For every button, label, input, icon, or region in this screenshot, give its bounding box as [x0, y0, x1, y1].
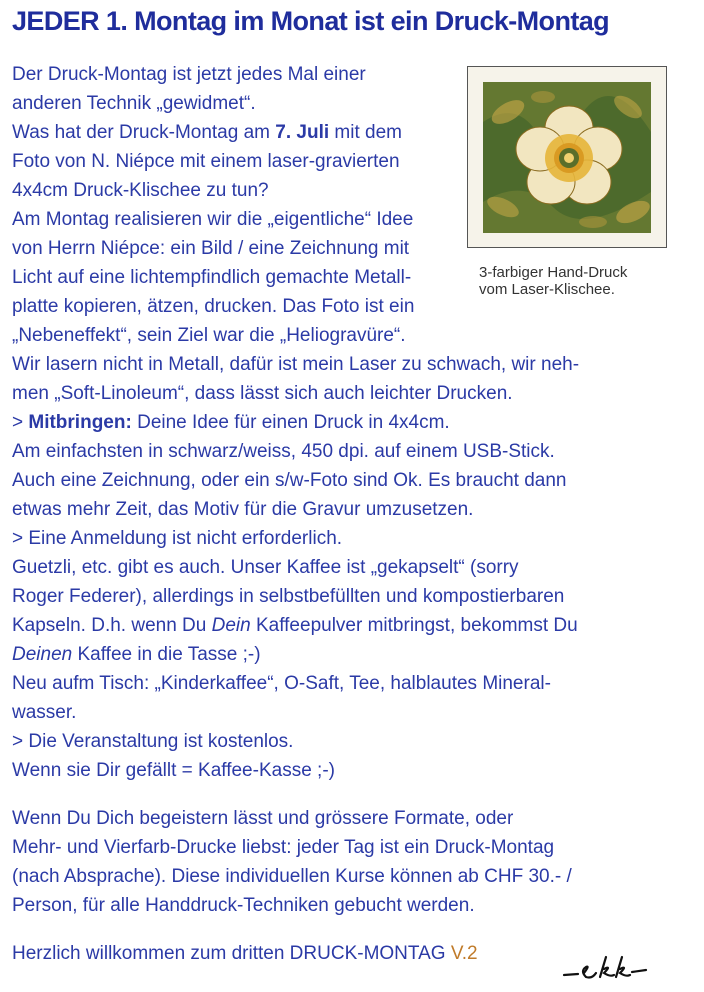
- closing-line: [12, 943, 478, 965]
- body-line: Foto von N. Niépce mit einem laser-gravierten: [12, 151, 400, 172]
- body-line: > Eine Anmeldung ist nicht erforderlich.: [12, 528, 343, 549]
- text-span: Herzlich willkommen zum dritten DRUCK-MONTAG: [12, 943, 451, 964]
- body-line: men „Soft-Linoleum“, dass lässt sich auch leichter Drucken.: [12, 383, 513, 404]
- text-span: Was hat der Druck-Montag am: [12, 122, 276, 143]
- body-line: Roger Federer), allerdings in selbstbefüllten und kompostierbaren: [12, 586, 565, 607]
- body-line: Guetzli, etc. gibt es auch. Unser Kaffee ist „gekapselt“ (sorry: [12, 557, 519, 578]
- body-line: wasser.: [12, 702, 77, 723]
- body-line: Am einfachsten in schwarz/weiss, 450 dpi. auf einem USB-Stick.: [12, 441, 555, 462]
- print-image: [467, 66, 667, 248]
- text-span: Deine Idee für einen Druck in 4x4cm.: [131, 412, 450, 433]
- body-line: [12, 122, 402, 144]
- body-line: [12, 644, 261, 666]
- version-label: V.2: [450, 943, 478, 964]
- body-line: Mehr- und Vierfarb-Drucke liebst: jeder Tag ist ein Druck-Montag: [12, 837, 555, 858]
- flower-print-illustration: [483, 82, 651, 233]
- body-line: platte kopieren, ätzen, drucken. Das Foto ist ein: [12, 296, 415, 317]
- body-line: Licht auf eine lichtempfindlich gemachte Metall-: [12, 267, 412, 288]
- body-line: [12, 615, 578, 637]
- body-line: „Nebeneffekt“, sein Ziel war die „Heliogravüre“.: [12, 325, 406, 346]
- date-highlight: 7. Juli: [275, 122, 330, 143]
- text-span: mit dem: [329, 122, 402, 143]
- body-line: Wir lasern nicht in Metall, dafür ist mein Laser zu schwach, wir neh-: [12, 354, 580, 375]
- body-line: Der Druck-Montag ist jetzt jedes Mal einer: [12, 64, 366, 85]
- bring-label: Mitbringen:: [28, 412, 132, 433]
- body-line: Person, für alle Handdruck-Techniken gebucht werden.: [12, 895, 475, 916]
- body-line: Auch eine Zeichnung, oder ein s/w-Foto sind Ok. Es braucht dann: [12, 470, 567, 491]
- text-span: Kapseln. D.h. wenn Du: [12, 615, 212, 636]
- emphasis: Deinen: [12, 644, 73, 665]
- body-line: 4x4cm Druck-Klischee zu tun?: [12, 180, 269, 201]
- caption-line: 3-farbiger Hand-Druck: [479, 264, 628, 281]
- body-line: > Die Veranstaltung ist kostenlos.: [12, 731, 294, 752]
- emphasis: Dein: [211, 615, 251, 636]
- body-line: von Herrn Niépce: ein Bild / eine Zeichnung mit: [12, 238, 410, 259]
- caption-line: vom Laser-Klischee.: [479, 281, 615, 298]
- body-line: Neu aufm Tisch: „Kinderkaffee“, O-Saft, Tee, halblautes Mineral-: [12, 673, 551, 694]
- text-span: Kaffee in die Tasse ;-): [72, 644, 261, 665]
- body-line: Wenn Du Dich begeistern lässt und grössere Formate, oder: [12, 808, 514, 829]
- text-span: >: [12, 412, 29, 433]
- text-span: Kaffeepulver mitbringst, bekommst Du: [250, 615, 578, 636]
- body-line: etwas mehr Zeit, das Motiv für die Gravur umzusetzen.: [12, 499, 474, 520]
- image-caption: [479, 264, 689, 298]
- page-title: JEDER 1. Montag im Monat ist ein Druck-Montag: [12, 6, 610, 36]
- handwritten-signature: [560, 953, 650, 987]
- body-line: anderen Technik „gewidmet“.: [12, 93, 256, 114]
- body-line: Wenn sie Dir gefällt = Kaffee-Kasse ;-): [12, 760, 335, 781]
- body-line: (nach Absprache). Diese individuellen Kurse können ab CHF 30.- /: [12, 866, 572, 887]
- body-line: Am Montag realisieren wir die „eigentliche“ Idee: [12, 209, 414, 230]
- body-line: [12, 412, 450, 434]
